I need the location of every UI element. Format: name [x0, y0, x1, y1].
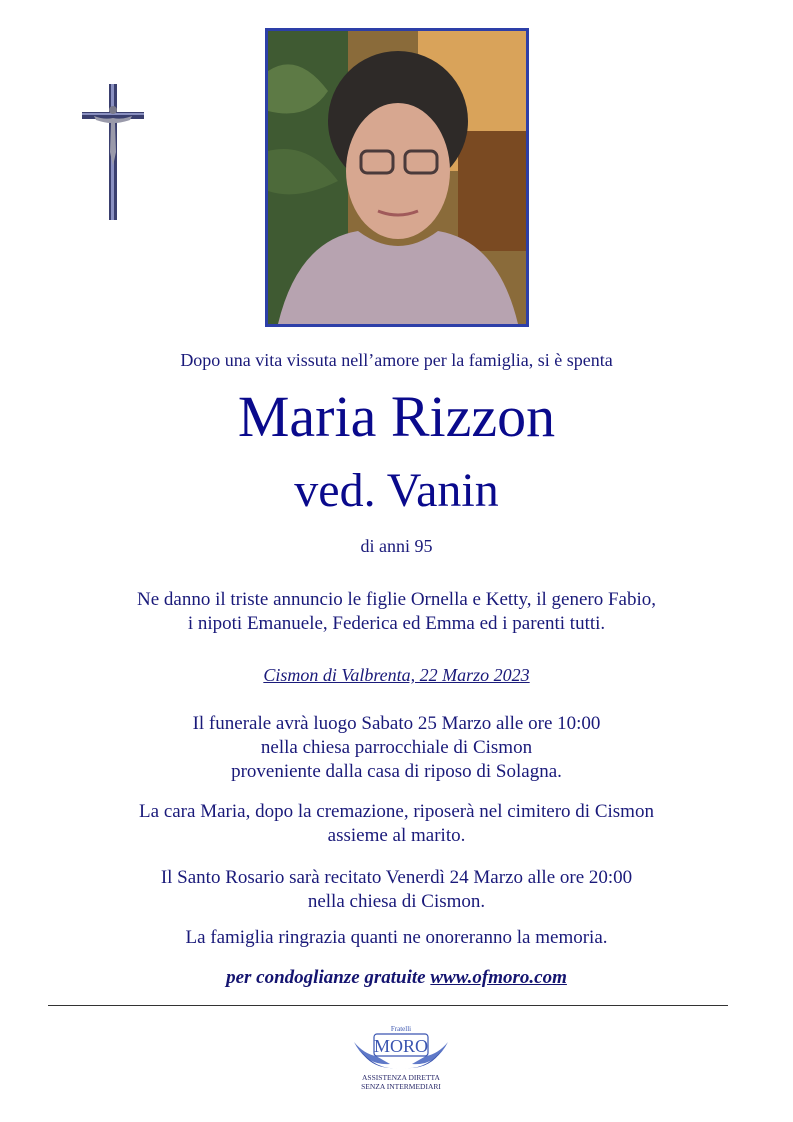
intro-text: Dopo una vita vissuta nell’amore per la famiglia, si è spenta	[180, 350, 613, 370]
condolences-link[interactable]: www.ofmoro.com	[430, 967, 567, 988]
portrait-photo	[265, 28, 529, 327]
cremation-details	[0, 800, 793, 848]
logo-top-text: Fratelli	[390, 1025, 412, 1033]
logo-brand-text: MORO	[373, 1036, 429, 1056]
rosary-details	[0, 866, 793, 914]
crucifix-icon	[80, 82, 146, 222]
rosary-line: Il Santo Rosario sarà recitato Venerdì 24 Marzo alle ore 20:00	[160, 867, 633, 888]
cremation-line: La cara Maria, dopo la cremazione, riposerà nel cimitero di Cismon	[139, 801, 654, 822]
deceased-name: Maria Rizzon	[237, 384, 556, 449]
condolences-text: per condoglianze gratuite	[226, 967, 426, 988]
rosary-line: nella chiesa di Cismon.	[307, 891, 486, 912]
announcement-line: Ne danno il triste annuncio le figlie Ornella e Ketty, il genero Fabio,	[136, 589, 656, 610]
logo-line1: ASSISTENZA DIRETTA	[362, 1073, 440, 1082]
widow-of: ved. Vanin	[294, 464, 499, 517]
announcement-line: i nipoti Emanuele, Federica ed Emma ed i parenti tutti.	[187, 613, 606, 634]
funeral-details	[0, 712, 793, 784]
cremation-line: assieme al marito.	[327, 825, 466, 846]
logo-line2: SENZA INTERMEDIARI	[361, 1082, 441, 1091]
divider	[48, 1005, 728, 1006]
portrait-image	[268, 31, 526, 324]
place-date: Cismon di Valbrenta, 22 Marzo 2023	[263, 665, 530, 685]
condolences-line	[0, 967, 793, 989]
funeral-line: Il funerale avrà luogo Sabato 25 Marzo alle ore 10:00	[192, 713, 601, 734]
fratelli-moro-logo	[346, 1020, 456, 1092]
funeral-line: nella chiesa parrocchiale di Cismon	[260, 737, 533, 758]
thanks-text: La famiglia ringrazia quanti ne onoreranno la memoria.	[185, 927, 608, 948]
announcement	[0, 588, 793, 636]
age-text: di anni 95	[360, 536, 433, 556]
funeral-line: proveniente dalla casa di riposo di Solagna.	[231, 761, 562, 782]
